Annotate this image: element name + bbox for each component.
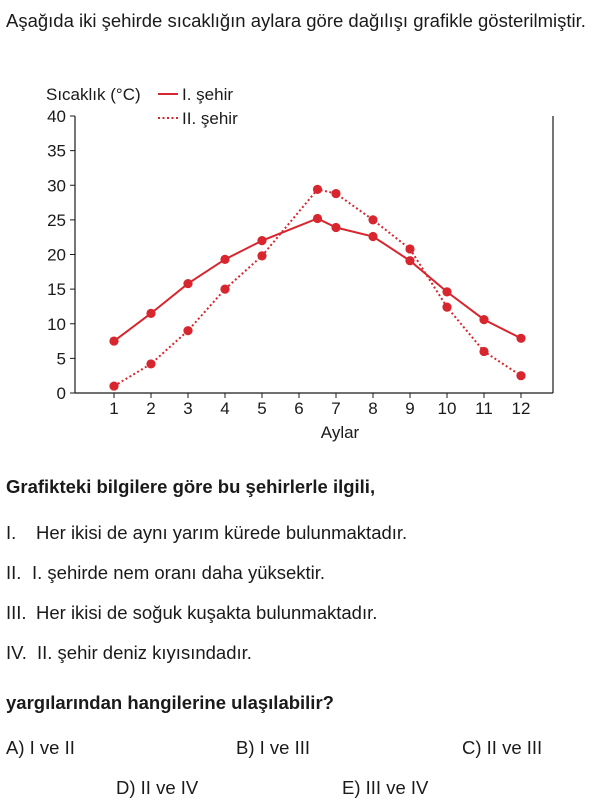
series-1-point	[331, 223, 340, 232]
x-tick-label: 3	[183, 399, 193, 418]
statement-item	[6, 642, 252, 664]
statement-number: III.	[6, 602, 27, 623]
question-heading: Grafikteki bilgilere göre bu şehirlerle ilgili,	[6, 476, 376, 497]
series-2-point	[331, 189, 340, 198]
y-tick-label: 35	[47, 141, 66, 161]
series-1-point	[368, 232, 377, 241]
series-1-point	[257, 236, 266, 245]
legend-label-series-2: II. şehir	[182, 109, 238, 128]
option-c[interactable]: C) II ve III	[462, 737, 543, 758]
statement-number: IV.	[6, 642, 27, 663]
statement-number: II.	[6, 562, 22, 583]
x-ticks	[109, 393, 530, 418]
statement-item	[6, 522, 407, 544]
x-tick-label: 8	[368, 399, 378, 418]
series-2-point	[405, 244, 414, 253]
series-1-point	[313, 214, 322, 223]
series-1-point	[109, 336, 118, 345]
statement-item	[6, 602, 377, 624]
series-2-point	[479, 347, 488, 356]
series-1-point	[146, 309, 155, 318]
statement-text: I. şehirde nem oranı daha yüksektir.	[32, 562, 326, 583]
y-axis-label: Sıcaklık (°C)	[46, 85, 141, 104]
y-tick-label: 5	[56, 349, 66, 369]
intro-text: Aşağıda iki şehirde sıcaklığın aylara göre dağılışı grafikle gösterilmiştir.	[6, 10, 586, 31]
x-tick-label: 1	[109, 399, 119, 418]
question-footer: yargılarından hangilerine ulaşılabilir?	[6, 692, 334, 713]
series-2-point	[220, 285, 229, 294]
series-1-point	[442, 287, 451, 296]
option-b[interactable]: B) I ve III	[236, 737, 311, 758]
x-tick-label: 12	[511, 399, 531, 418]
series-2-point	[257, 251, 266, 260]
legend-label-series-1: I. şehir	[182, 85, 234, 104]
statement-text: II. şehir deniz kıyısındadır.	[37, 642, 252, 663]
x-tick-label: 2	[146, 399, 156, 418]
x-tick-label: 7	[331, 399, 341, 418]
option-e[interactable]: E) III ve IV	[342, 777, 429, 798]
statement-text: Her ikisi de soğuk kuşakta bulunmaktadır.	[36, 602, 378, 623]
temperature-chart	[0, 70, 601, 450]
chart-legend	[158, 85, 238, 128]
x-tick-label: 9	[405, 399, 415, 418]
x-tick-label: 11	[475, 399, 493, 418]
y-tick-label: 25	[47, 210, 66, 230]
series-2-point	[368, 215, 377, 224]
series-2-point	[313, 185, 322, 194]
series-line-1	[114, 218, 521, 341]
series-1-point	[405, 256, 414, 265]
series-1-point	[516, 334, 525, 343]
x-tick-label: 6	[294, 399, 304, 418]
y-tick-label: 30	[47, 176, 66, 196]
x-tick-label: 5	[257, 399, 267, 418]
statement-item	[6, 562, 325, 584]
x-tick-label: 4	[220, 399, 230, 418]
statement-text: Her ikisi de aynı yarım kürede bulunmaktadır.	[36, 522, 408, 543]
y-tick-label: 0	[56, 384, 66, 403]
series-1-point	[220, 255, 229, 264]
option-d[interactable]: D) II ve IV	[116, 777, 199, 798]
series-2-point	[109, 381, 118, 390]
y-tick-label: 20	[47, 245, 66, 265]
option-a[interactable]: A) I ve II	[6, 737, 75, 758]
series-2-point	[146, 359, 155, 368]
statement-number: I.	[6, 522, 17, 543]
series-2-point	[183, 326, 192, 335]
chart-series	[109, 185, 525, 391]
series-2-point	[516, 371, 525, 380]
y-tick-label: 10	[47, 314, 66, 334]
series-1-point	[479, 315, 488, 324]
x-axis-label: Aylar	[320, 423, 360, 442]
y-tick-label: 40	[47, 107, 66, 126]
y-ticks	[47, 107, 75, 403]
y-tick-label: 15	[47, 280, 66, 300]
x-tick-label: 10	[437, 399, 457, 418]
series-1-point	[183, 279, 192, 288]
series-2-point	[442, 303, 451, 312]
